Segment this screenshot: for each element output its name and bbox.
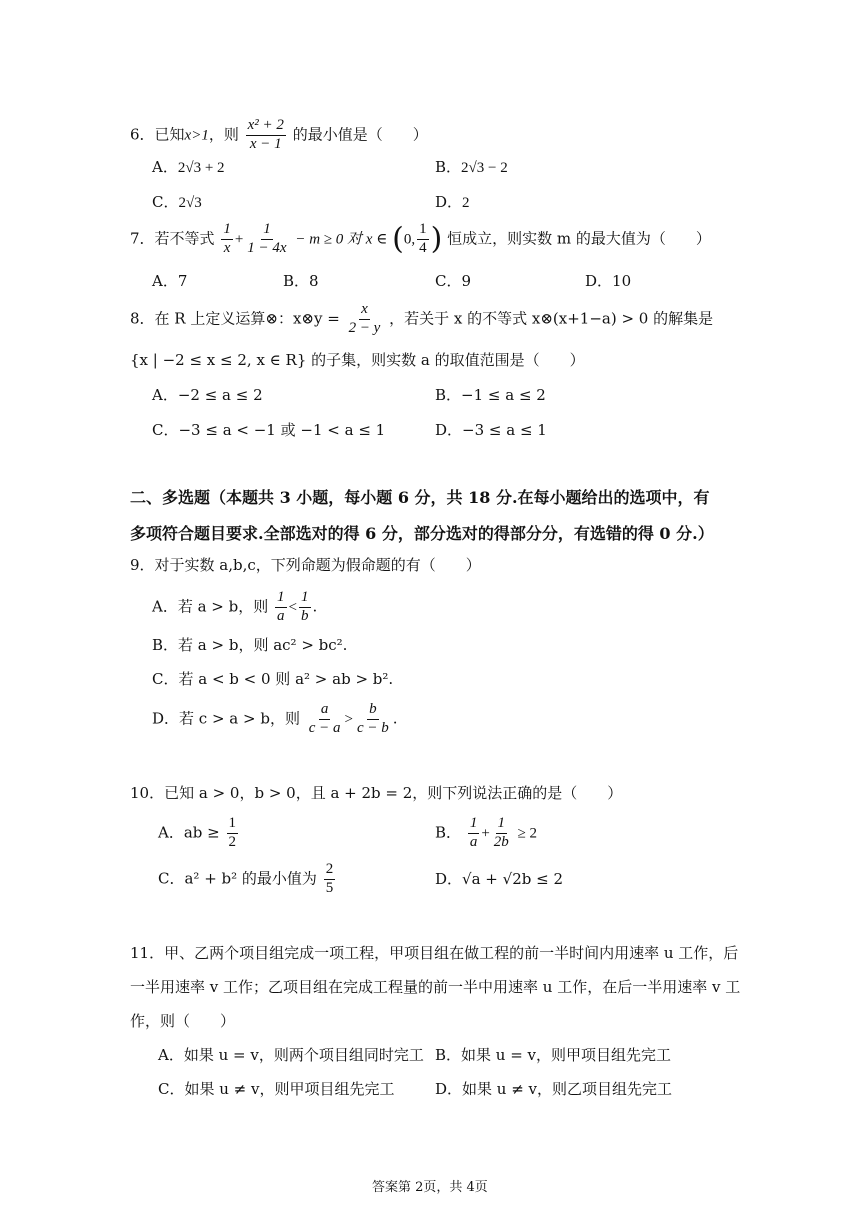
- q7-option-c: C．9: [435, 272, 472, 290]
- q6-option-a: A．2√3 + 2: [152, 158, 225, 176]
- q11-option-a: A．如果 u = v，则两个项目组同时完工: [158, 1046, 424, 1064]
- q7-option-b: B．8: [283, 272, 319, 290]
- q6-stem: 6．已知x>1，则 $\frac{\text{x² + 2}}{x - 1}$ 的最小值是（ ）: [130, 117, 428, 152]
- q10-stem: 10．已知 a > 0，b > 0，且 a + 2b = 2，则下列说法正确的是（ ）: [130, 784, 623, 802]
- q8-option-b: B．−1 ≤ a ≤ 2: [435, 386, 546, 404]
- q11-option-b: B．如果 u = v，则甲项目组先完工: [435, 1046, 672, 1064]
- q6-option-b: B．2√3 − 2: [435, 158, 508, 176]
- q9-option-b: B．若 a > b，则 ac² > bc².: [152, 636, 348, 654]
- q10-option-a: A．ab ≥ $\frac{1}{2}$: [158, 815, 236, 850]
- q7-stem: 7．若不等式 $\frac{1}{x}$ + $\frac{1}{1 - 4x}$ − m ≥ 0 对 x ∈ (0, $\frac{1}{4}$ ) 恒成立，则实数 m 的最大值为（ ）: [130, 221, 711, 257]
- q8-stem: 8．在 R 上定义运算⊗：x⊗y = $\frac{x}{2 - y}$ ，若关于 x 的不等式 x⊗(x+1−a) > 0 的解集是: [130, 301, 714, 336]
- q9-option-a: A．若 a > b，则 $\frac{1}{a}$ < $\frac{1}{b}$ .: [152, 589, 318, 624]
- page-footer: 答案第 2页，共 4页: [372, 1180, 488, 1195]
- q9-option-d: D．若 c > a > b，则 $\frac{a}{c - a}$ > $\frac{b}{c - b}$ .: [152, 701, 398, 736]
- q10-option-c: C．a² + b² 的最小值为 $\frac{2}{5}$: [158, 861, 334, 896]
- section-heading-line1: 二、多选题（本题共 3 小题，每小题 6 分，共 18 分.在每小题给出的选项中，有: [130, 488, 710, 507]
- q8-option-a: A．−2 ≤ a ≤ 2: [152, 386, 263, 404]
- q11-option-c: C．如果 u ≠ v，则甲项目组先完工: [158, 1080, 395, 1098]
- q6-fraction: $\frac{\text{x² + 2}}{x - 1}$: [247, 117, 284, 152]
- q7-option-d: D．10: [585, 272, 632, 290]
- section-heading-line2: 多项符合题目要求.全部选对的得 6 分，部分选对的得部分分，有选错的得 0 分.）: [130, 524, 714, 543]
- q11-stem-line1: 11．甲、乙两个项目组完成一项工程，甲项目组在做工程的前一半时间内用速率 u 工作，后: [130, 944, 739, 962]
- q6-option-d: D．2: [435, 193, 470, 211]
- q9-stem: 9．对于实数 a,b,c，下列命题为假命题的有（ ）: [130, 556, 481, 574]
- q8-stem-line2: {x | −2 ≤ x ≤ 2, x ∈ R} 的子集，则实数 a 的取值范围是（ ）: [130, 351, 585, 369]
- q11-option-d: D．如果 u ≠ v，则乙项目组先完工: [435, 1080, 673, 1098]
- q10-option-b: B． $\frac{1}{a}$ + $\frac{1}{2b}$ ≥ 2: [435, 815, 538, 850]
- q11-stem-line2: 一半用速率 v 工作；乙项目组在完成工程量的前一半中用速率 u 工作，在后一半用速率 v 工: [130, 978, 741, 996]
- q7-option-a: A．7: [152, 272, 188, 290]
- q11-stem-line3: 作，则（ ）: [130, 1012, 236, 1030]
- q9-option-c: C．若 a < b < 0 则 a² > ab > b².: [152, 670, 394, 688]
- q8-option-c: C．−3 ≤ a < −1 或 −1 < a ≤ 1: [152, 421, 386, 439]
- q8-option-d: D．−3 ≤ a ≤ 1: [435, 421, 547, 439]
- q6-option-c: C．2√3: [152, 193, 202, 211]
- q10-option-d: D．√a + √2b ≤ 2: [435, 870, 563, 888]
